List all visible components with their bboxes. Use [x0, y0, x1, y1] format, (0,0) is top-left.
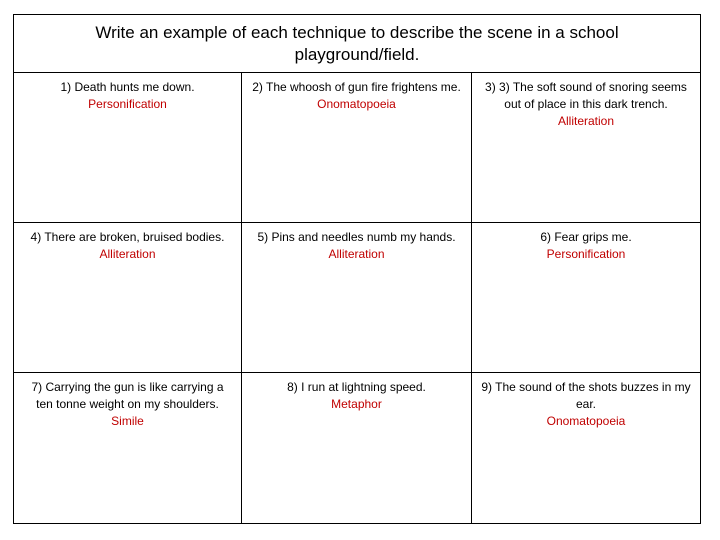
example-text: 7) Carrying the gun is like carrying a ten tonne weight on my shoulders. [31, 380, 224, 411]
table-cell-6 [472, 223, 700, 373]
technique-label: Personification [546, 247, 626, 261]
technique-label: Onomatopoeia [546, 414, 626, 428]
technique-label: Simile [111, 414, 144, 428]
table-cell-9 [472, 373, 700, 523]
technique-label: Alliteration [99, 247, 156, 261]
table-cell-5 [242, 223, 472, 373]
table-cell-8 [242, 373, 472, 523]
worksheet-table [13, 14, 701, 524]
example-text: 2) The whoosh of gun fire frightens me. [252, 80, 461, 94]
example-text: 8) I run at lightning speed. [287, 380, 426, 394]
technique-label: Personification [88, 97, 167, 111]
example-text: 5) Pins and needles numb my hands. [257, 230, 456, 244]
worksheet-title: Write an example of each technique to describe the scene in a school playground/field. [14, 15, 700, 73]
technique-label: Metaphor [331, 397, 382, 411]
table-cell-7 [14, 373, 242, 523]
technique-label: Alliteration [557, 114, 615, 128]
table-cell-3 [472, 73, 700, 223]
technique-label: Onomatopoeia [317, 97, 396, 111]
example-text: 6) Fear grips me. [540, 230, 632, 244]
technique-grid [14, 73, 700, 523]
example-text: 1) Death hunts me down. [60, 80, 195, 94]
table-cell-4 [14, 223, 242, 373]
example-text: 3) 3) The soft sound of snoring seems out of place in this dark trench. [485, 80, 687, 111]
example-text: 9) The sound of the shots buzzes in my ear. [481, 380, 691, 411]
table-cell-1 [14, 73, 242, 223]
example-text: 4) There are broken, bruised bodies. [30, 230, 225, 244]
table-cell-2 [242, 73, 472, 223]
technique-label: Alliteration [328, 247, 385, 261]
